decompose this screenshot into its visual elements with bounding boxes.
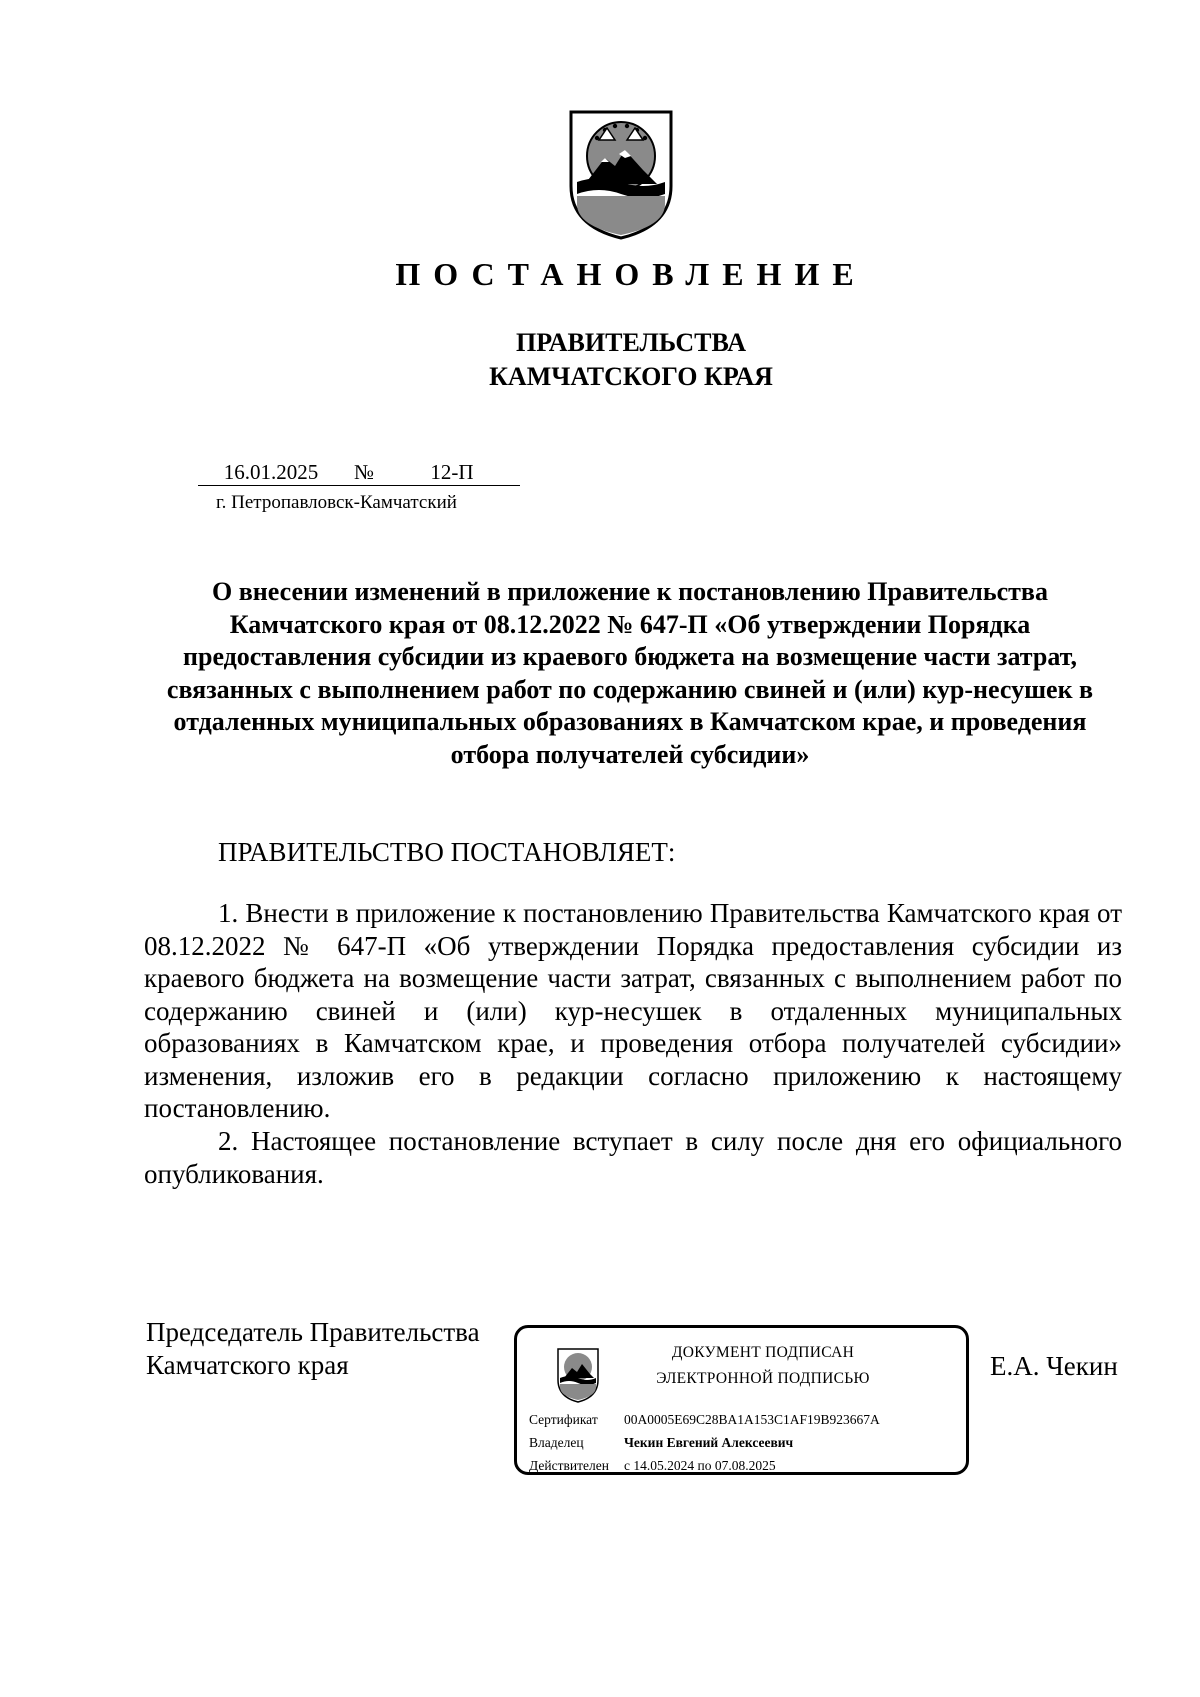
stamp-title-line-2: ЭЛЕКТРОННОЙ ПОДПИСЬЮ	[656, 1370, 870, 1387]
stamp-owner-value: Чекин Евгений Алексеевич	[624, 1435, 794, 1450]
paragraph-2: 2. Настоящее постановление вступает в силу после дня его официального опубликования.	[144, 1126, 1122, 1189]
stamp-owner-label: Владелец	[529, 1435, 584, 1450]
stamp-title-line-1: ДОКУМЕНТ ПОДПИСАН	[671, 1344, 855, 1361]
stamp-validity-label: Действителен	[529, 1458, 609, 1473]
stamp-emblem-icon	[555, 1346, 601, 1404]
signatory-name: Е.А. Чекин	[990, 1351, 1118, 1381]
document-number: 12-П	[384, 460, 520, 486]
electronic-signature-stamp	[514, 1325, 969, 1475]
issuer-line-1: ПРАВИТЕЛЬСТВА	[516, 328, 746, 357]
stamp-validity-value: с 14.05.2024 по 07.08.2025	[624, 1458, 776, 1473]
stamp-owner-row	[529, 1435, 793, 1451]
city: г. Петропавловск-Камчатский	[216, 492, 457, 513]
resolve-heading: ПРАВИТЕЛЬСТВО ПОСТАНОВЛЯЕТ:	[218, 837, 676, 867]
stamp-certificate-row	[529, 1412, 880, 1428]
stamp-validity-row	[529, 1458, 776, 1474]
kamchatka-coat-of-arms-icon	[567, 108, 675, 242]
stamp-certificate-label: Сертификат	[529, 1412, 598, 1427]
stamp-certificate-value: 00A0005E69C28BA1A153C1AF19B923667A	[624, 1412, 880, 1427]
paragraph-1: 1. Внести в приложение к постановлению Правительства Камчатского края от 08.12.2022 № 647-П «Об утверждении Порядка предоставления субсидии из краевого бюджета на возмещение части затрат, связанных с выполнением работ по содержанию свиней и (или) кур-несушек в отдаленных муниципальных образованиях в Камчатском крае, и проведения отбора получателей субсидии» изменения, изложив его в редакции согласно приложению к настоящему постановлению.	[144, 898, 1122, 1123]
signatory-position-line-2: Камчатского края	[146, 1349, 349, 1380]
document-subject: О внесении изменений в приложение к постановлению Правительства Камчатского края от 08.12.2022 № 647-П «Об утверждении Порядка предоставления субсидии из краевого бюджета на возмещение части затрат, связанных с выполнением работ по содержанию свиней и (или) кур-несушек в отдаленных муниципальных образованиях в Камчатском крае, и проведения отбора получателей субсидии»	[166, 577, 1094, 769]
document-date: 16.01.2025	[198, 460, 344, 486]
issuer-line-2: КАМЧАТСКОГО КРАЯ	[489, 362, 773, 391]
number-sign: №	[344, 460, 384, 486]
registration-line	[198, 460, 520, 486]
signatory-position	[146, 1316, 480, 1381]
signatory-position-line-1: Председатель Правительства	[146, 1317, 480, 1347]
document-type-title: ПОСТАНОВЛЕНИЕ	[395, 256, 867, 292]
